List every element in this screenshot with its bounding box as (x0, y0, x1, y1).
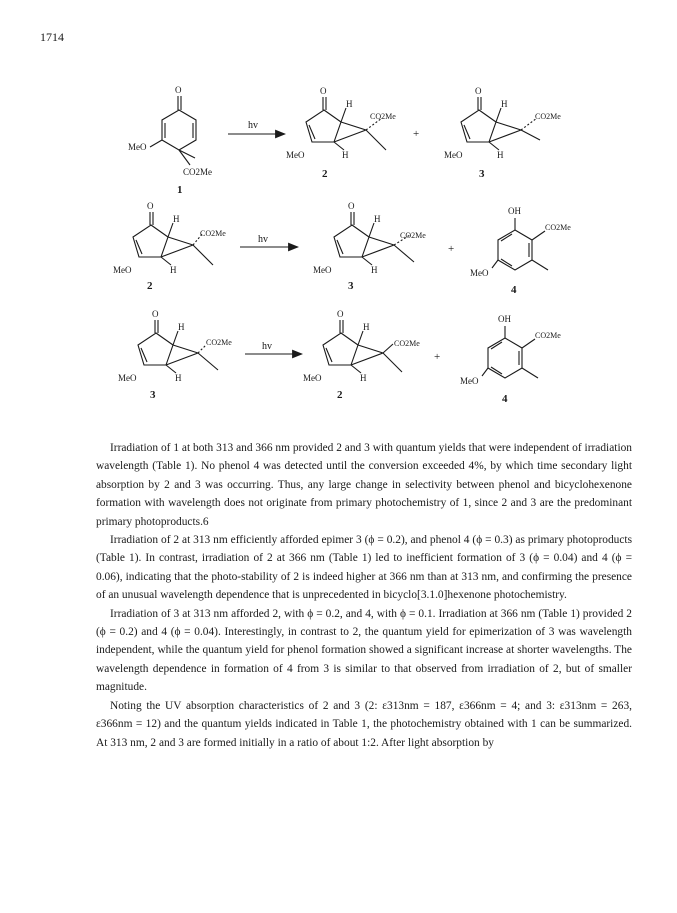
compound-1-ester: CO2Me (183, 167, 212, 177)
compound-3-number: 3 (479, 168, 485, 180)
compound-2-ester: CO2Me (370, 112, 396, 121)
compound-3-h-bottom: H (497, 150, 504, 160)
compound-3-ester: CO2Me (535, 112, 561, 121)
r3-compound-3-ester: CO2Me (206, 338, 232, 347)
r2-compound-2-oxo: O (147, 201, 154, 211)
page-number: 1714 (40, 30, 64, 44)
r2-compound-3-number: 3 (348, 280, 354, 292)
r3-compound-4-number: 4 (502, 393, 508, 405)
paragraph-1: Irradiation of 1 at both 313 and 366 nm provided 2 and 3 with quantum yields that were independent of irradiation wavelength (Table 1). No phenol 4 was detected until the conversion exceeded 4%, by which time secondary light absorption by 2 and 3 was occurring. Thus, any large change in selectivity between phenol and bicyclohexenone formation with wavelength does not originate from primary photochemistry of 1, since 2 and 3 are the predominant primary photoproducts.6 (96, 442, 632, 528)
r2-compound-2-ester: CO2Me (200, 229, 226, 238)
plus-row1: + (413, 128, 420, 140)
r3-compound-4-ester: CO2Me (535, 331, 561, 340)
r2-compound-3-h-top: H (374, 214, 381, 224)
r2-compound-2-number: 2 (147, 280, 153, 292)
r3-compound-2-number: 2 (337, 389, 343, 401)
compound-1-methoxy: MeO (128, 142, 147, 152)
r2-compound-4-number: 4 (511, 284, 517, 296)
r2-compound-4-hydroxyl: OH (508, 206, 521, 216)
paragraph-4: Noting the UV absorption characteristics of 2 and 3 (2: ε313nm = 187, ε366nm = 4; and 3: ε313nm = 263, ε366nm = 12) and the quantum yields indicated in Table 1, the photochemistry obtained with 1 can be summarized. At 313 nm, 2 and 3 are formed initially in a ratio of about 1:2. After light absorption by (96, 699, 632, 749)
compound-3-methoxy: MeO (444, 150, 463, 160)
r3-compound-3-h-top: H (178, 322, 185, 332)
arrow-2-label: hv (258, 234, 268, 245)
compound-4-structure-row2 (492, 218, 548, 270)
paragraph-2: Irradiation of 2 at 313 nm efficiently afforded epimer 3 (ϕ = 0.2), and phenol 4 (ϕ = 0.3) as primary photoproducts (Table 1). In contrast, irradiation of 2 at 366 nm (Table 1) led to inefficient formation of 3 (ϕ = 0.04) and 4 (ϕ = 0.06), indicating that the photo-stability of 2 is indeed higher at 366 nm than at 313 nm, and confirming the presence of an unusual wavelength dependence that is unprecedented in bicyclo[3.1.0]hexenone photochemistry. (96, 534, 632, 602)
r2-compound-2-methoxy: MeO (113, 265, 132, 275)
r3-compound-3-oxo: O (152, 309, 159, 319)
r3-compound-4-hydroxyl: OH (498, 314, 511, 324)
compound-2-oxo: O (320, 86, 327, 96)
compound-3-h-top: H (501, 99, 508, 109)
r3-compound-3-h-bottom: H (175, 373, 182, 383)
article-body (96, 439, 632, 752)
r2-compound-2-h-bottom: H (170, 265, 177, 275)
compound-2-h-bottom: H (342, 150, 349, 160)
r2-compound-3-ester: CO2Me (400, 231, 426, 240)
scheme-drawing (0, 0, 677, 420)
reaction-scheme (0, 0, 677, 420)
r3-compound-2-methoxy: MeO (303, 373, 322, 383)
compound-2-h-top: H (346, 99, 353, 109)
compound-1-number: 1 (177, 184, 183, 196)
r2-compound-3-methoxy: MeO (313, 265, 332, 275)
compound-3-oxo: O (475, 86, 482, 96)
compound-1-structure (150, 96, 196, 165)
r3-compound-3-methoxy: MeO (118, 373, 137, 383)
arrow-3-label: hv (262, 341, 272, 352)
compound-4-structure-row3 (482, 326, 538, 378)
paragraph-3: Irradiation of 3 at 313 nm afforded 2, with ϕ = 0.2, and 4, with ϕ = 0.1. Irradiation at 366 nm (Table 1) provided 2 (ϕ = 0.2) and 4 (ϕ = 0.04). Interestingly, in contrast to 2, the quantum yield for epimerization of 3 was wavelength independent, while the quantum yield for phenol formation showed a significant increase at shorter wavelengths. The wavelength dependence in formation of 4 from 3 is similar to that observed from irradiation of 2, but of smaller magnitude. (96, 607, 632, 694)
r2-compound-3-h-bottom: H (371, 265, 378, 275)
r2-compound-3-oxo: O (348, 201, 355, 211)
r3-compound-4-methoxy: MeO (460, 376, 479, 386)
r2-compound-4-methoxy: MeO (470, 268, 489, 278)
r3-compound-2-h-top: H (363, 322, 370, 332)
arrow-1-label: hv (248, 120, 258, 131)
r3-compound-2-oxo: O (337, 309, 344, 319)
compound-2-methoxy: MeO (286, 150, 305, 160)
plus-row2: + (448, 243, 455, 255)
r2-compound-4-ester: CO2Me (545, 223, 571, 232)
r3-compound-2-h-bottom: H (360, 373, 367, 383)
r2-compound-2-h-top: H (173, 214, 180, 224)
plus-row3: + (434, 351, 441, 363)
r3-compound-2-ester: CO2Me (394, 339, 420, 348)
r3-compound-3-number: 3 (150, 389, 156, 401)
compound-2-number: 2 (322, 168, 328, 180)
compound-1-oxo: O (175, 85, 182, 95)
